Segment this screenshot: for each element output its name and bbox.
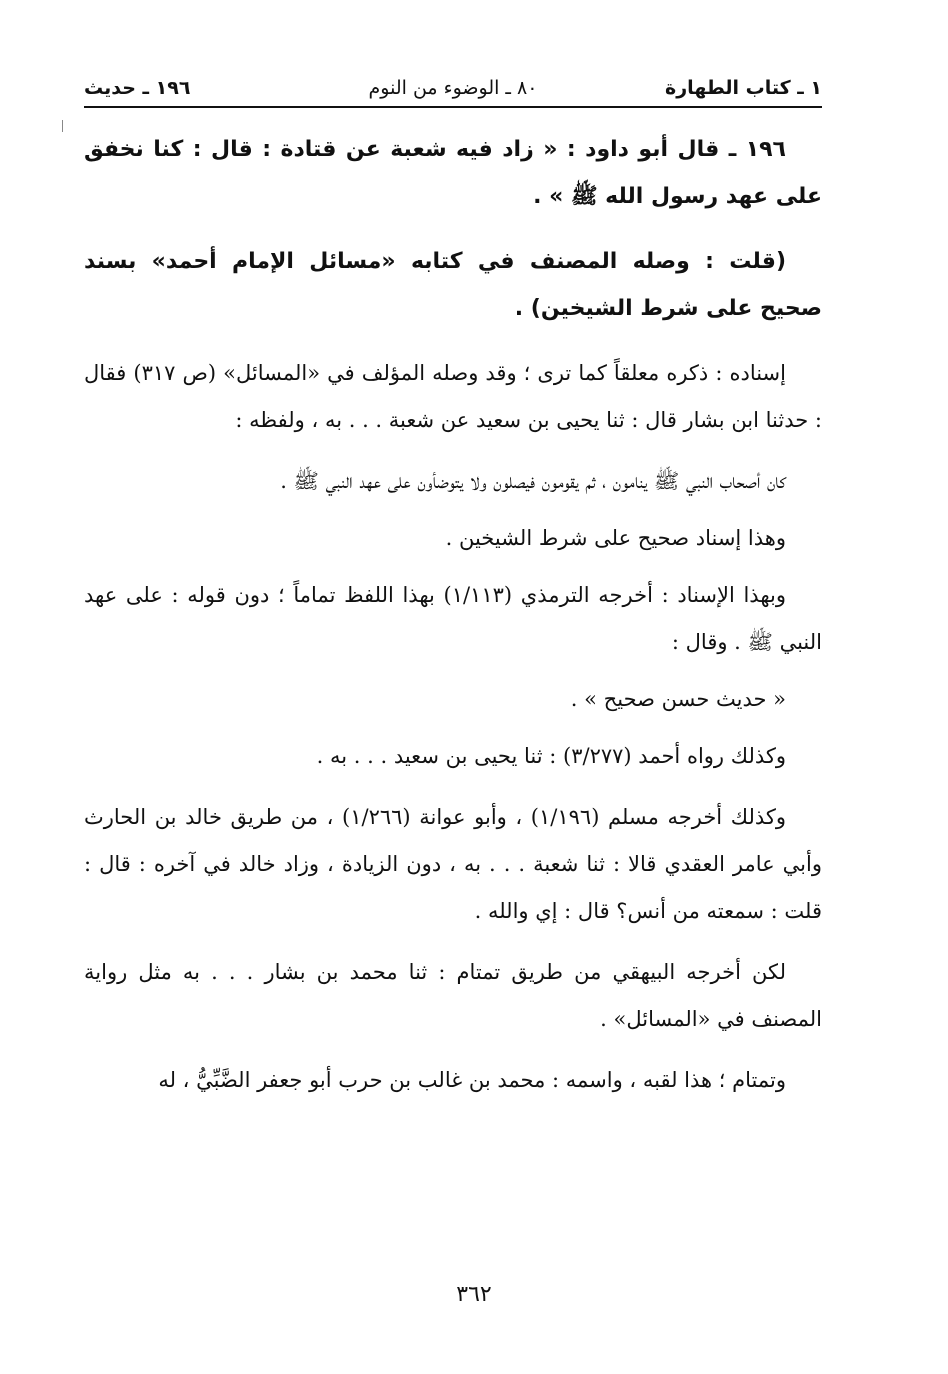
header-chapter-title: ٨٠ ـ الوضوء من النوم	[368, 77, 538, 99]
tamtam-paragraph: وتمتام ؛ هذا لقبه ، واسمه : محمد بن غالب بن حرب أبو جعفر الضَّبِّيُّ ، له	[158, 1068, 786, 1092]
ahmad-paragraph: وكذلك رواه أحمد (٣/٢٧٧) : ثنا يحيى بن سعيد . . . به .	[316, 744, 786, 768]
page-body	[84, 126, 822, 1104]
running-header	[84, 72, 822, 104]
author-note: (قلت : وصله المصنف في كتابه «مسائل الإمام أحمد» بسند صحيح على شرط الشيخين) .	[84, 249, 822, 321]
header-book-title: ١ ـ كتاب الطهارة	[665, 77, 822, 99]
header-divider	[84, 106, 822, 108]
header-hadith-number: ١٩٦ ـ حديث	[84, 77, 191, 99]
isnad-paragraph: إسناده : ذكره معلقاً كما ترى ؛ وقد وصله المؤلف في «المسائل» (ص ٣١٧) فقال : حدثنا ابن بشار قال : ثنا يحيى بن سعيد عن شعبة . . . به ، ولفظه :	[84, 361, 822, 432]
muslim-paragraph: وكذلك أخرجه مسلم (١/١٩٦) ، وأبو عوانة (١/٢٦٦) ، من طريق خالد بن الحارث وأبي عامر العقدي قالا : ثنا شعبة . . . به ، دون الزيادة ، وزاد خالد في آخره : قال : قلت : سمعته من أنس؟ قال : إي والله .	[84, 805, 822, 923]
margin-mark	[62, 120, 63, 132]
quoted-narration: كان أصحاب النبي ﷺ ينامون ، ثم يقومون فيصلون ولا يتوضأون على عهد النبي ﷺ .	[280, 469, 786, 493]
page-number: ٣٦٢	[456, 1282, 492, 1307]
bayhaqi-paragraph: لكن أخرجه البيهقي من طريق تمتام : ثنا محمد بن بشار . . . به مثل رواية المصنف في «المسائل» .	[84, 960, 822, 1031]
tirmidhi-quote: « حديث حسن صحيح » .	[570, 687, 786, 711]
tirmidhi-paragraph: وبهذا الإسناد : أخرجه الترمذي (١/١١٣) بهذا اللفظ تماماً ؛ دون قوله : على عهد النبي ﷺ . وقال :	[84, 583, 822, 654]
isnad-verdict: وهذا إسناد صحيح على شرط الشيخين .	[445, 526, 786, 550]
hadith-text: ١٩٦ ـ قال أبو داود : « زاد فيه شعبة عن قتادة : قال : كنا نخفق على عهد رسول الله ﷺ » .	[84, 137, 822, 209]
